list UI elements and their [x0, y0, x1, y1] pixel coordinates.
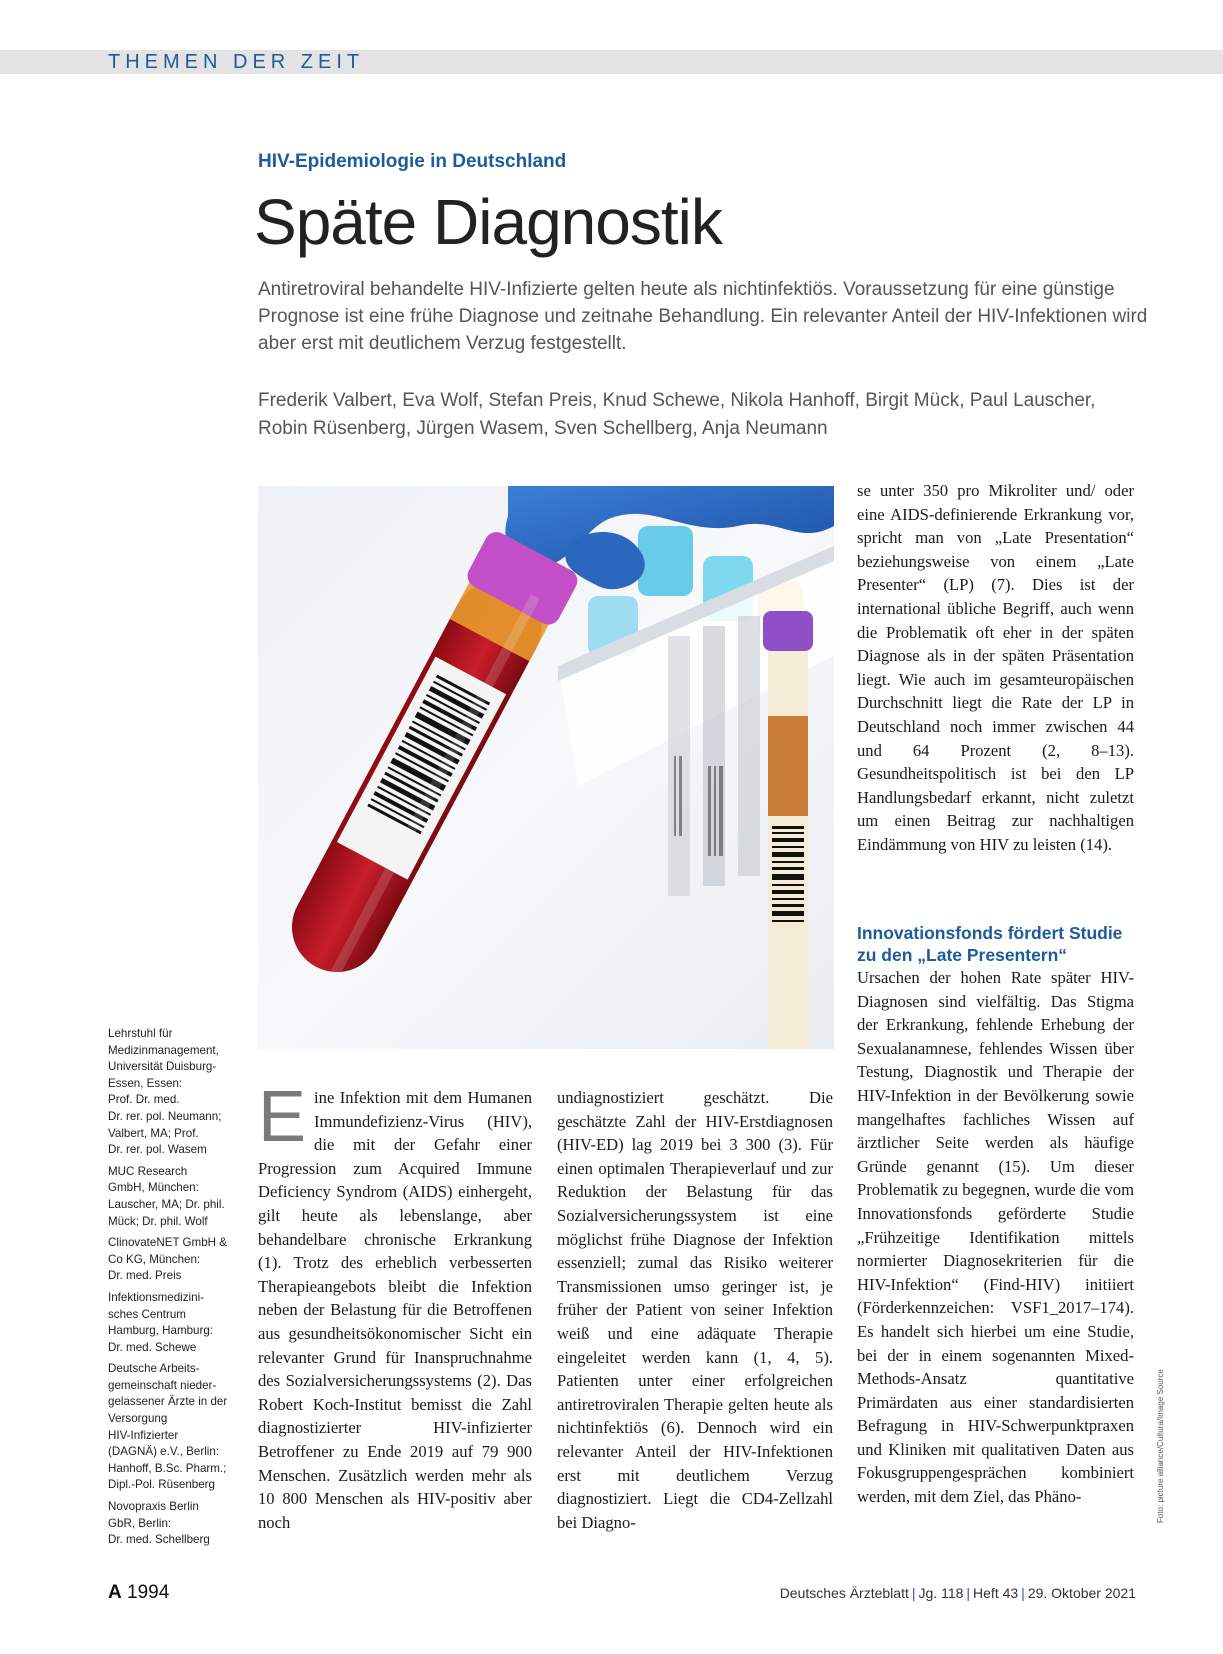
footer-separator: |: [911, 1585, 916, 1601]
footer-separator: |: [1021, 1585, 1025, 1601]
affiliation-item: Infektionsmedizini- sches Centrum Hamburg, Hamburg: Dr. med. Schewe: [108, 1290, 214, 1354]
journal-issue: Heft 43: [973, 1585, 1019, 1601]
body-column-1: [258, 1077, 532, 1534]
journal-name: Deutsches Ärzteblatt: [779, 1585, 909, 1601]
journal-volume: Jg. 118: [918, 1585, 964, 1601]
affiliation-item: Novopraxis Berlin GbR, Berlin: Dr. med. Schellberg: [108, 1500, 210, 1547]
drop-cap: E: [258, 1077, 307, 1157]
section-rubric: THEMEN DER ZEIT: [108, 51, 365, 73]
photo-credit: Foto: picture alliance/Cultura/Image Source: [1156, 1369, 1165, 1523]
page-number-value: 1994: [127, 1582, 170, 1603]
body-column-3-bottom: [857, 922, 1134, 1509]
affiliation-item: ClinovateNET GmbH & Co KG, München: Dr. med. Preis: [108, 1236, 227, 1283]
journal-footer: [780, 1585, 1136, 1601]
blood-tubes-photo: [258, 486, 834, 1049]
page-prefix: A: [108, 1582, 122, 1603]
affiliation-item: Deutsche Arbeits- gemeinschaft nieder- gelassener Ärzte in der Versorgung HIV-Infizierter (DAGNÄ) e.V., Berlin: Hanhoff, B.Sc. Pharm.; Dipl.-Pol. Rüsenberg: [108, 1362, 228, 1492]
body-text-3: se unter 350 pro Mikroliter und/ oder eine AIDS-definierende Erkrankung vor, spricht man von „Late Presentation“ beziehungsweise von einem „Late Presenter“ (LP) (7). Dies ist der international übliche Begriff, auch wenn die Problematik oft eher in der späten Diagnose als in der späten Präsentation liegt. Wie auch im gesamteuropäischen Durchschnitt liegt die Rate der LP in Deutschland noch immer zwischen 44 und 64 Prozent (2, 8–13). Gesundheitspolitisch ist bei den LP Handlungsbedarf erkannt, nicht zuletzt um einen Beitrag zur nachhaltigen Eindämmung von HIV zu leisten (14).: [857, 481, 1134, 854]
body-column-3-top: [857, 479, 1134, 857]
body-text-2: undiagnostiziert geschätzt. Die geschätzte Zahl der HIV-Erstdiagnosen (HIV-ED) lag 2019 bei 3 300 (3). Für einen optimalen Therapieverlauf und zur Reduktion der Belastung für das Sozialversicherungssystem ist eine möglichst frühe Diagnose der Infektion essenziell; zumal das Risiko weiterer Transmissionen umso geringer ist, je früher der Patient von seiner Infektion weiß und eine adäquate Therapie eingeleitet werden kann (1, 4, 5). Patienten unter einer erfolgreichen antiretroviralen Therapie gelten heute als nichtinfektiös (6). Dennoch wird ein relevanter Anteil der HIV-Infektionen erst mit deutlichem Verzug diagnostiziert. Liegt die CD4-Zellzahl bei Diagno-: [557, 1088, 833, 1532]
body-text-4: Ursachen der hohen Rate später HIV-Diagnosen sind vielfältig. Das Stigma der Erkrankung, fehlende Erhebung der Sexualanamnese, fehlendes Wissen über Testung, Diagnostik und Therapie der HIV-Infektion in der Bevölkerung sowie mangelhaftes fachliches Wissen auf ärztlicher Seite werden als häufige Gründe genannt (15). Um dieser Problematik zu begegnen, wurde die vom Innovationsfonds geförderte Studie „Frühzeitige Identifikation mittels normierter Diagnosekriterien für die HIV-Infektion“ (Find-HIV) initiiert (Förderkennzeichen: VSF1_2017–174). Es handelt sich hierbei um eine Studie, bei der in einem sogenannten Mixed-Methods-Ansatz quantitative Primärdaten aus einer standardisierten Befragung in HIV-Schwerpunktpraxen und Kliniken mit qualitativen Daten aus Fokusgruppengesprächen kombiniert werden, mit dem Ziel, das Phäno-: [857, 968, 1134, 1507]
affiliation-item: Lehrstuhl für Medizinmanagement, Universität Duisburg- Essen, Essen: Prof. Dr. med. Dr. rer. pol. Neumann; Valbert, MA; Prof. Dr. rer. pol. Wasem: [108, 1027, 222, 1157]
section-subhead: Innovationsfonds fördert Studie zu den „Late Presentern“: [857, 923, 1123, 965]
author-affiliations: [108, 1026, 238, 1554]
body-column-2: [557, 1086, 833, 1534]
page-number: [108, 1582, 169, 1604]
affiliation-item: MUC Research GmbH, München: Lauscher, MA; Dr. phil. Mück; Dr. phil. Wolf: [108, 1164, 225, 1228]
article-lead: Antiretroviral behandelte HIV-Infizierte gelten heute als nichtinfektiös. Voraussetzung für eine günstige Prognose ist eine frühe Diagnose und zeitnahe Behandlung. Ein relevanter Anteil der HIV-Infektionen wird aber erst mit deutlichem Verzug festgestellt.: [258, 279, 1148, 354]
journal-date: 29. Oktober 2021: [1027, 1585, 1136, 1601]
article-kicker: HIV-Epidemiologie in Deutschland: [258, 151, 567, 172]
footer-separator: |: [966, 1585, 971, 1601]
body-text-1: ine Infektion mit dem Humanen Immundefizienz-Virus (HIV), die mit der Gefahr einer Progression zum Acquired Immune Deficiency Syndrom (AIDS) einhergeht, gilt heute als lebenslange, aber behandelbare chronische Erkrankung (1). Trotz des erheblich verbesserten Therapieangebots bleibt die Infektion neben der Belastung für die Betroffenen aus gesundheitsökonomischer Sicht ein relevanter Grund für Inanspruchnahme des Sozialversicherungssystems (2). Das Robert Koch-Institut bemisst die Zahl diagnostizierter HIV-infizierter Betroffener zu Ende 2019 auf 79 900 Menschen. Zusätzlich werden mehr als 10 800 Menschen als HIV-positiv aber noch: [258, 1088, 532, 1532]
article-authors: Frederik Valbert, Eva Wolf, Stefan Preis, Knud Schewe, Nikola Hanhoff, Birgit Mück, Paul Lauscher, Robin Rüsenberg, Jürgen Wasem, Sven Schellberg, Anja Neumann: [258, 390, 1096, 439]
article-title: Späte Diagnostik: [254, 186, 722, 258]
